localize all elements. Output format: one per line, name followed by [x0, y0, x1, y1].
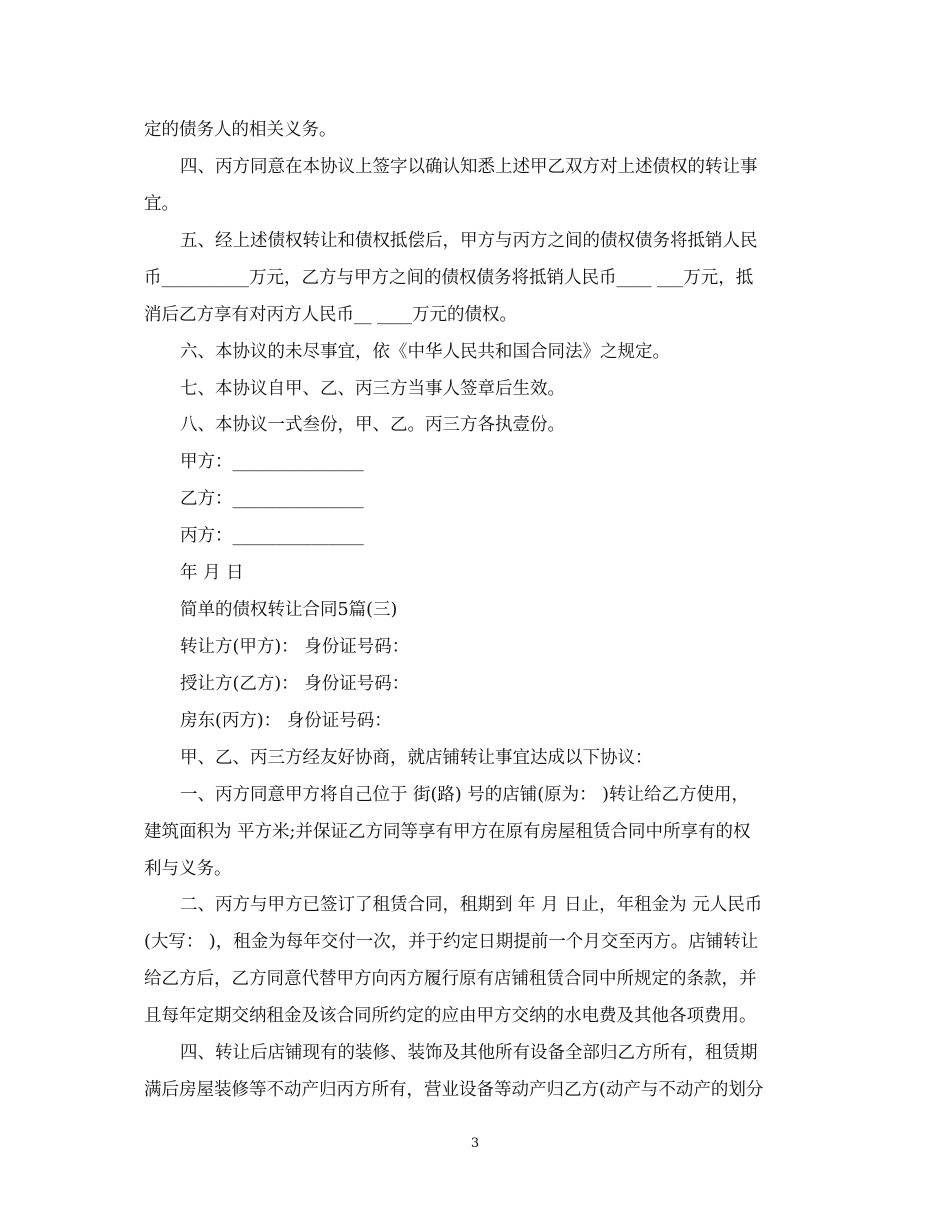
paragraph-line: 定的债务人的相关义务。 [144, 120, 337, 140]
date-line: 年 月 日 [180, 563, 244, 583]
page-number: 3 [470, 1136, 480, 1151]
paragraph-line: 币__________万元，乙方与甲方之间的债权债务将抵销人民币____ ___万元，抵 [144, 268, 754, 288]
paragraph-line: 消后乙方享有对丙方人民币__ ____万元的债权。 [144, 305, 518, 325]
paragraph-line: (大写： )，租金为每年交付一次，并于约定日期提前一个月交至丙方。店铺转让 [144, 932, 759, 952]
paragraph-line: 给乙方后，乙方同意代替甲方向丙方履行原有店铺租赁合同中所规定的条款，并 [144, 969, 757, 989]
paragraph-line: 建筑面积为 平方米;并保证乙方同等享有甲方在原有房屋租赁合同中所享有的权 [144, 822, 751, 842]
party-line: 授让方(乙方)： 身份证号码： [180, 674, 410, 694]
paragraph-line: 二、丙方与甲方已签订了租赁合同，租期到 年 月 日止，年租金为 元人民币 [180, 895, 763, 915]
paragraph-line: 七、本协议自甲、乙、丙三方当事人签章后生效。 [180, 379, 565, 399]
paragraph-line: 宜。 [144, 194, 179, 214]
paragraph-line: 利与义务。 [144, 859, 232, 879]
party-line: 房东(丙方)： 身份证号码： [180, 711, 392, 731]
paragraph-line: 甲、乙、丙三方经友好协商，就店铺转让事宜达成以下协议： [180, 748, 653, 768]
paragraph-line: 五、经上述债权转让和债权抵偿后，甲方与丙方之间的债权债务将抵销人民 [180, 231, 758, 251]
signature-line-party-b: 乙方：_______________ [180, 489, 364, 509]
paragraph-line: 八、本协议一式叁份，甲、乙。丙三方各执壹份。 [180, 415, 565, 435]
paragraph-line: 四、转让后店铺现有的装修、装饰及其他所有设备全部归乙方所有，租赁期 [180, 1043, 758, 1063]
paragraph-line: 四、丙方同意在本协议上签字以确认知悉上述甲乙双方对上述债权的转让事 [180, 157, 758, 177]
signature-line-party-c: 丙方：_______________ [180, 526, 364, 546]
paragraph-line: 满后房屋装修等不动产归丙方所有，营业设备等动产归乙方(动产与不动产的划分 [144, 1080, 764, 1100]
section-title: 简单的债权转让合同5篇(三) [180, 600, 398, 620]
paragraph-line: 一、丙方同意甲方将自己位于 街(路) 号的店铺(原为： )转让给乙方使用， [180, 785, 749, 805]
signature-line-party-a: 甲方：_______________ [180, 452, 364, 472]
paragraph-line: 六、本协议的未尽事宜，依《中华人民共和国合同法》之规定。 [180, 342, 670, 362]
party-line: 转让方(甲方)： 身份证号码： [180, 637, 410, 657]
paragraph-line: 且每年定期交纳租金及该合同所约定的应由甲方交纳的水电费及其他各项费用。 [144, 1006, 757, 1026]
